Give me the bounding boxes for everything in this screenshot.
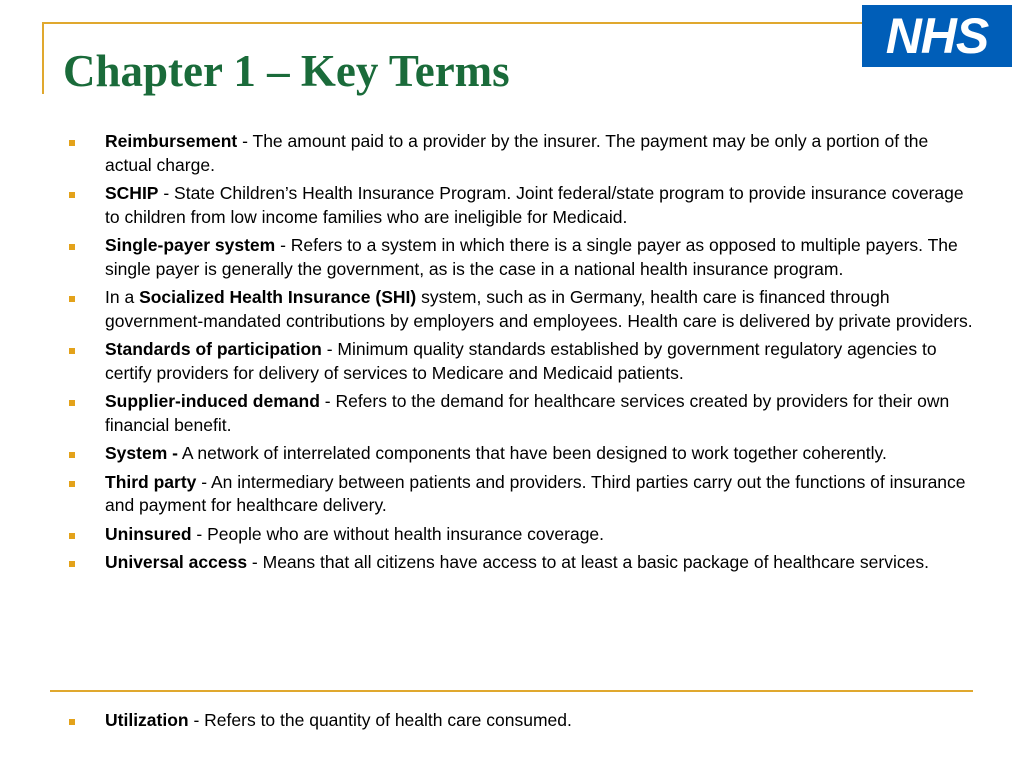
key-terms-list: [64, 130, 974, 580]
term-third-party: [64, 471, 974, 518]
term-single-payer-system: [64, 234, 974, 281]
term-name: Reimbursement: [105, 131, 238, 151]
term-definition: - Minimum quality standards established by government regulatory agencies to certify providers for delivery of services to Medicare and Medicaid patients.: [105, 339, 937, 383]
term-definition: A network of interrelated components that have been designed to work together coherently.: [177, 443, 887, 463]
bullet-icon: [69, 296, 75, 302]
bullet-icon: [69, 719, 75, 725]
term-utilization: [64, 709, 974, 733]
term-name: Uninsured: [105, 523, 192, 544]
bullet-icon: [69, 481, 75, 487]
term-definition: - People who are without health insurance coverage.: [191, 523, 605, 544]
term-definition: - The amount paid to a provider by the insurer. The payment may be only a portion of the actual charge.: [105, 131, 929, 175]
nhs-logo-text: NHS: [885, 8, 989, 64]
term-socialized-health-insurance: [64, 286, 974, 333]
term-name: Standards of participation: [105, 339, 322, 359]
term-supplier-induced-demand: [64, 390, 974, 437]
term-name: Socialized Health Insurance (SHI): [139, 287, 417, 307]
key-terms-list-continued: [64, 709, 974, 738]
nhs-logo: [862, 5, 1012, 67]
bullet-icon: [69, 452, 75, 458]
term-definition: - Refers to the demand for healthcare services created by providers for their own financial benefit.: [105, 391, 950, 435]
term-system: [64, 442, 974, 466]
term-name: System -: [105, 443, 178, 463]
term-standards-of-participation: [64, 338, 974, 385]
term-name: Universal access: [105, 552, 248, 572]
title-frame-top-line: [42, 22, 864, 24]
title-frame-left-line: [42, 22, 44, 94]
term-name: Supplier-induced demand: [105, 391, 320, 411]
term-universal-access: [64, 551, 974, 575]
term-definition: - An intermediary between patients and providers. Third parties carry out the functions of insurance and payment for healthcare delivery.: [105, 471, 966, 515]
bullet-icon: [69, 400, 75, 406]
term-name: Single-payer system: [105, 235, 276, 255]
term-schip: [64, 182, 974, 229]
bullet-icon: [69, 348, 75, 354]
term-definition: - Means that all citizens have access to at least a basic package of healthcare services.: [247, 552, 929, 572]
term-uninsured: [64, 523, 974, 547]
bottom-divider: [50, 690, 973, 692]
term-definition: - Refers to a system in which there is a single payer as opposed to multiple payers. The single payer is generally the government, as is the case in a national health insurance program.: [105, 235, 958, 279]
bullet-icon: [69, 561, 75, 567]
bullet-icon: [69, 244, 75, 250]
bullet-icon: [69, 192, 75, 198]
term-definition: - State Children’s Health Insurance Program. Joint federal/state program to provide insurance coverage to children from low income families who are ineligible for Medicaid.: [105, 183, 964, 227]
term-definition: system, such as in Germany, health care is financed through government-mandated contributions by employers and employees. Health care is delivered by private providers.: [105, 287, 973, 331]
bullet-icon: [69, 140, 75, 146]
term-name: SCHIP: [105, 183, 159, 203]
term-name: Third party: [105, 471, 197, 492]
bullet-icon: [69, 533, 75, 539]
term-name: Utilization: [105, 710, 189, 730]
term-definition: - Refers to the quantity of health care consumed.: [188, 710, 572, 730]
term-prefix: In a: [105, 287, 140, 307]
slide-title: Chapter 1 – Key Terms: [63, 46, 510, 96]
term-reimbursement: [64, 130, 974, 177]
